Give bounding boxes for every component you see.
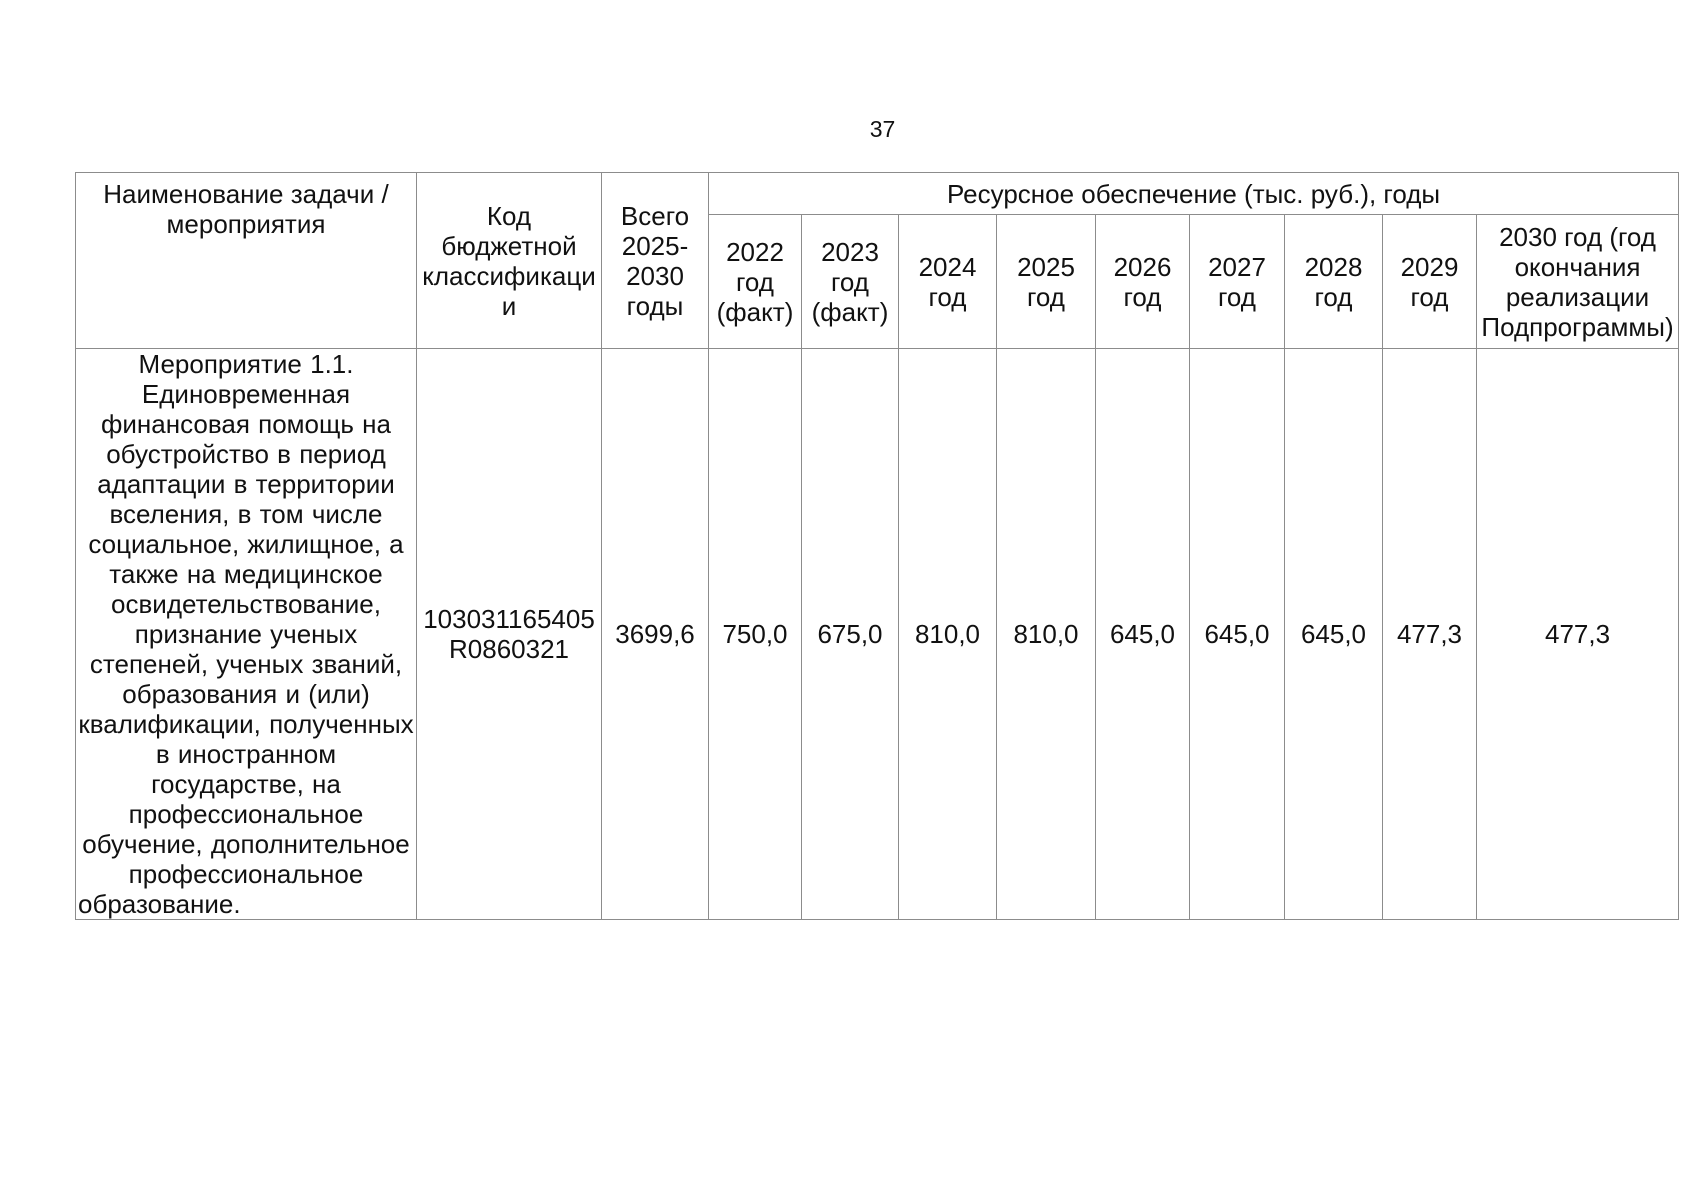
header-resources: Ресурсное обеспечение (тыс. руб.), годы xyxy=(709,173,1679,215)
value-2024: 810,0 xyxy=(899,349,997,920)
header-year-2024: 2024 год xyxy=(899,215,997,349)
header-task: Наименование задачи / мероприятия xyxy=(76,173,417,349)
value-2028: 645,0 xyxy=(1285,349,1383,920)
header-year-2030: 2030 год (год окончания реализации Подпрограммы) xyxy=(1477,215,1679,349)
task-description: Мероприятие 1.1. Единовременная финансовая помощь на обустройство в период адаптации в территории вселения, в том числе социальное, жилищное, а также на медицинское освидетельствование, признание ученых степеней, ученых званий, образования и (или) квалификации, полученных в иностранном государстве, на профессиональное обучение, дополнительное профессиональное образование. xyxy=(76,349,417,920)
header-year-2026: 2026 год xyxy=(1096,215,1190,349)
header-year-2022: 2022 год (факт) xyxy=(709,215,802,349)
value-2027: 645,0 xyxy=(1190,349,1285,920)
value-2022: 750,0 xyxy=(709,349,802,920)
value-2023: 675,0 xyxy=(802,349,899,920)
page-number: 37 xyxy=(869,116,896,142)
header-year-2029: 2029 год xyxy=(1383,215,1477,349)
header-year-2027: 2027 год xyxy=(1190,215,1285,349)
header-year-2028: 2028 год xyxy=(1285,215,1383,349)
table-row xyxy=(76,349,1679,920)
header-row xyxy=(76,173,1679,215)
total-value: 3699,6 xyxy=(602,349,709,920)
value-2029: 477,3 xyxy=(1383,349,1477,920)
header-kbk: Код бюджетной классификаци и xyxy=(417,173,602,349)
kbk-code: 103031165405R0860321 xyxy=(417,349,602,920)
value-2025: 810,0 xyxy=(997,349,1096,920)
header-year-2025: 2025 год xyxy=(997,215,1096,349)
header-year-2023: 2023 год (факт) xyxy=(802,215,899,349)
value-2026: 645,0 xyxy=(1096,349,1190,920)
header-total: Всего 2025-2030 годы xyxy=(602,173,709,349)
value-2030: 477,3 xyxy=(1477,349,1679,920)
resource-table xyxy=(75,172,1679,920)
